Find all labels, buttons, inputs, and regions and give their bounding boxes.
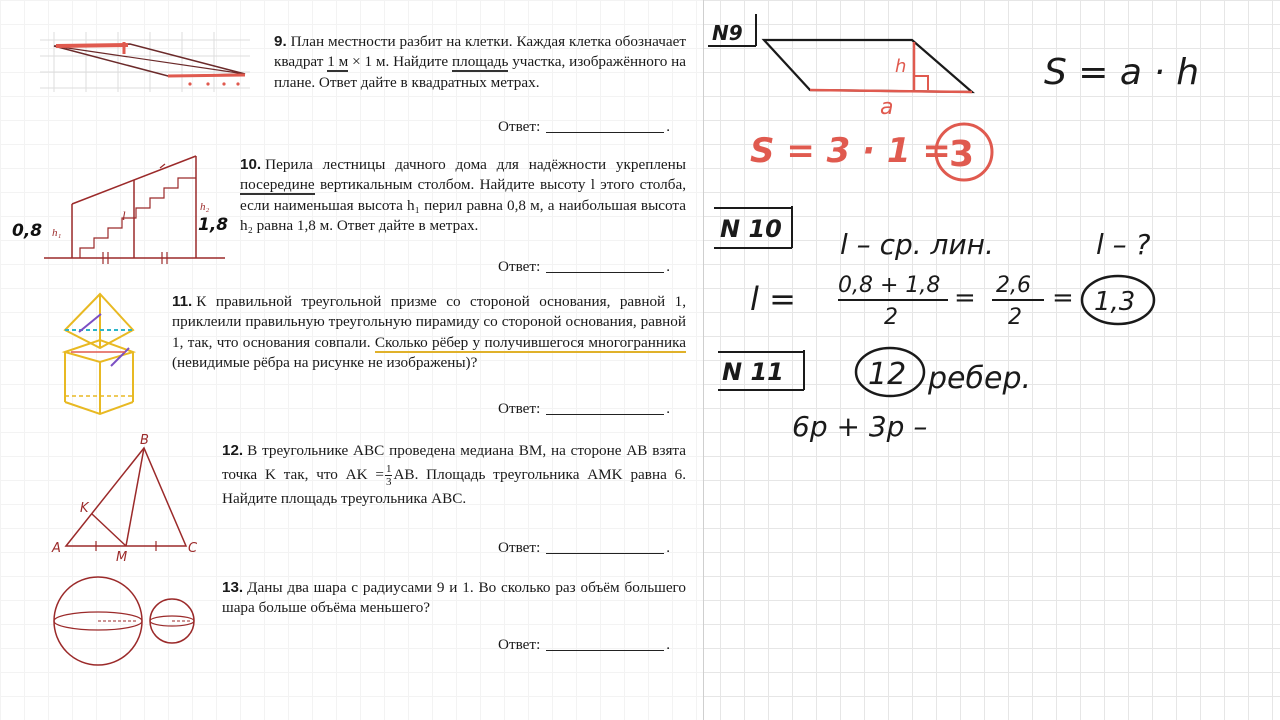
problem-12-figure [48,430,208,565]
answer-blank[interactable] [546,650,664,651]
problem-9-number: 9. [274,33,287,50]
n10-l-equals: l = [750,280,796,318]
svg-text:=: = [954,283,976,313]
vertex-a-label: A [52,541,61,556]
n11-word-edges: ребер. [928,361,1032,396]
label-n11: N 11 [722,358,784,386]
n10-fraction-1-denominator: 2 [884,305,898,330]
problem-12-answer: Ответ: . [498,539,671,556]
handwritten-notes-area [703,0,1280,720]
problem-9-answer: Ответ: . [498,118,671,135]
n9-solution: S = 3 · 1 = [750,131,951,171]
fraction-one-third: $\frac{1}{3}$ [385,462,392,488]
n10-fraction-2-denominator: 2 [1008,305,1022,330]
fig-label-h1: h₁ [52,227,62,239]
problem-13-answer: Ответ: . [498,636,671,653]
problem-9-figure [40,32,250,92]
notes-canvas [703,0,1280,720]
problem-10-figure [10,150,235,265]
n10-note-unknown: l – ? [1096,228,1151,261]
answer-blank[interactable] [546,272,664,273]
fig-label-l: l [122,208,126,223]
label-n10: N 10 [720,215,782,243]
n11-work: 6р + 3р – [792,410,928,443]
vertex-b-label: B [140,433,149,448]
underlined-area-word: площадь [452,53,509,71]
svg-text:=: = [1052,283,1074,313]
problem-11: 11. К правильной треугольной призме со стороной основания, равной 1, приклеили правильную треугольную пирамиду со стороной основания, равной 1, так, что основания совпали. Сколько рёбер у получившегося многогранника (невидимые рёбра на рисунке не изображены)? [172,293,687,371]
problem-11-figure [55,290,145,418]
problem-12: 12. В треугольнике ABC проведена медиана BM, на стороне AB взята точка K так, что AK = $\frac{1}{3}$ AB. Площадь треугольника AMK равна 6. Найдите площадь треугольника ABC. [222,442,686,507]
problem-9: 9. План местности разбит на клетки. Каждая клетка обозначает квадрат 1 м × 1 м. Найдите площадь участка, изображённого на плане. Ответ дайте в квадратных метрах. [274,33,686,91]
n10-note-midline: l – ср. лин. [840,228,994,261]
problem-11-answer: Ответ: . [498,400,671,417]
n10-fraction-2-numerator: 2,6 [996,273,1031,298]
n9-answer: 3 [949,134,975,175]
area-formula: S = a · h [1044,52,1200,93]
label-n9: N9 [712,21,743,45]
problem-10-answer: Ответ: . [498,258,671,275]
problem-13-figure [50,575,200,670]
fig-label-h: h [895,56,907,77]
problem-11-number: 11. [172,293,193,310]
fig-label-1-8: 1,8 [198,215,229,235]
problem-13-number: 13. [222,579,244,596]
vertex-c-label: C [188,541,198,556]
n10-fraction-1-numerator: 0,8 + 1,8 [838,273,941,298]
n10-answer: 1,3 [1094,287,1136,317]
problem-13: 13. Даны два шара с радиусами 9 и 1. Во сколько раз объём большего шара больше объёма меньшего? [222,579,686,617]
point-k-label: K [80,501,89,516]
problem-10-number: 10. [240,156,262,173]
answer-blank[interactable] [546,414,664,415]
answer-blank[interactable] [546,132,664,133]
highlighted-question: Сколько рёбер у получившегося многогранника [374,333,687,351]
n11-answer: 12 [868,357,907,392]
fig-label-h2: h₂ [200,201,210,213]
answer-blank[interactable] [546,553,664,554]
problem-12-number: 12. [222,442,244,459]
point-m-label: M [116,550,128,565]
fig-label-a: a [880,95,894,120]
fig-label-0-8: 0,8 [12,221,43,241]
problem-10: 10. Перила лестницы дачного дома для надёжности укреплены посередине вертикальным столбом. Найдите высоту l этого столба, если наименьшая высота h₁ перил равна 0,8 м, а наибольшая высота h₂ равна 1,8 м. Ответ дайте в метрах. [240,156,686,234]
